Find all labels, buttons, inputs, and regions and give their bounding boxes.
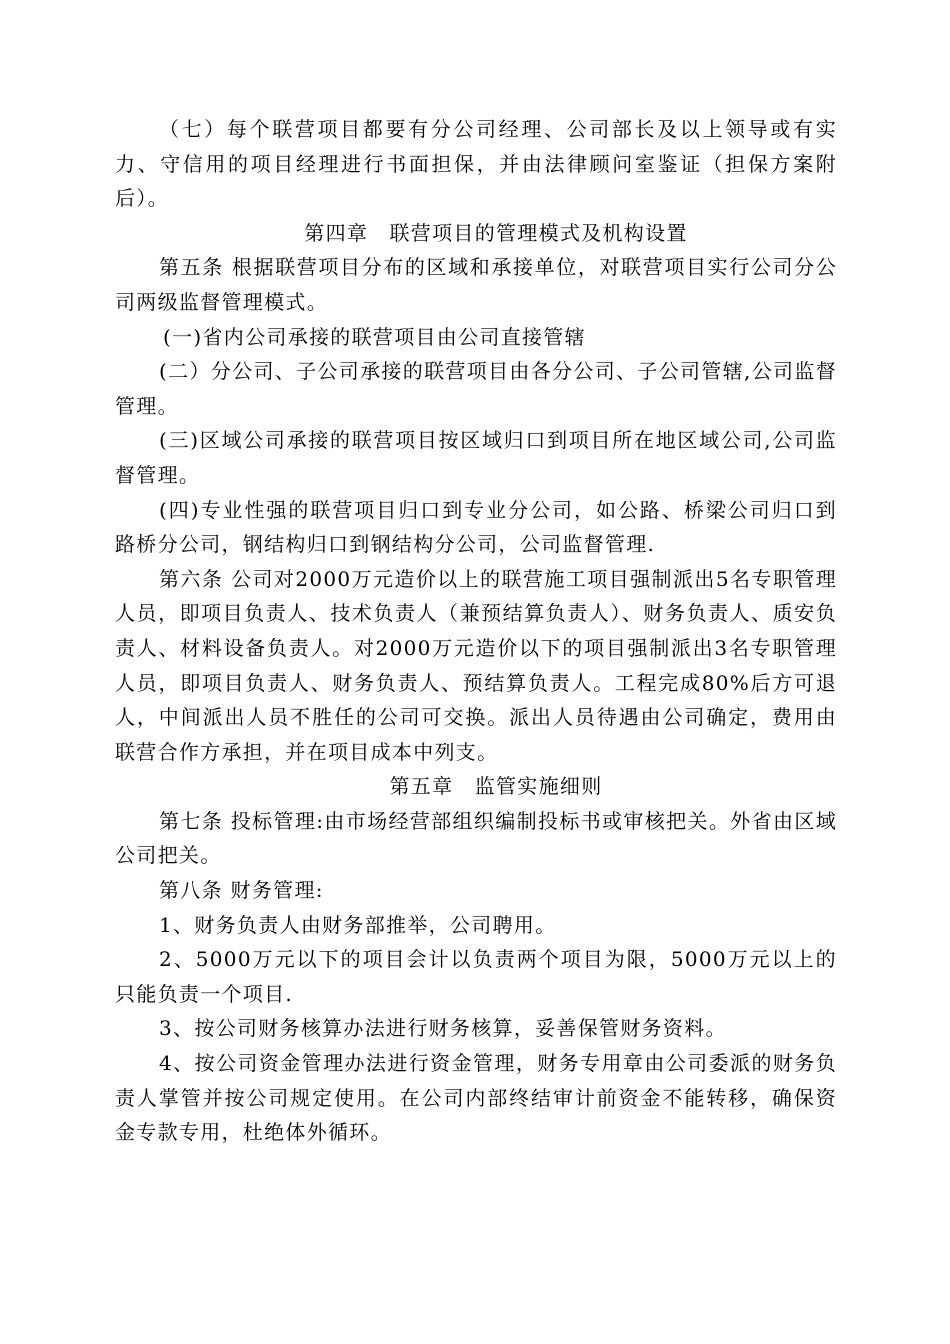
paragraph-finance-1: 1、财务负责人由财务部推举，公司聘用。 — [159, 912, 557, 937]
document-page — [115, 112, 837, 1150]
chapter-heading-5: 第五章 监管实施细则 — [389, 774, 603, 799]
paragraph-article-6: 第六条 公司对2000万元造价以上的联营施工项目强制派出5名专职管理人员，即项目负责人、技术负责人（兼预结算负责人）、财务负责人、质安负责人、材料设备负责人。对2000万元造价以下的项目强制派出3名专职管理人员，即项目负责人、财务负责人、预结算负责人。工程完成80%后方可退人，中间派出人员不胜任的公司可交换。派出人员待遇由公司确定，费用由联营合作方承担，并在项目成本中列支。 — [115, 566, 837, 764]
paragraph-finance-3: 3、按公司财务核算办法进行财务核算，妥善保管财务资料。 — [159, 1016, 727, 1041]
chapter-heading-4: 第四章 联营项目的管理模式及机构设置 — [304, 220, 688, 245]
paragraph-item-4: (四)专业性强的联营项目归口到专业分公司，如公路、桥梁公司归口到路桥分公司，钢结构归口到钢结构分公司，公司监督管理. — [115, 497, 837, 557]
paragraph-article-7: 第七条 投标管理:由市场经营部组织编制投标书或审核把关。外省由区域公司把关。 — [115, 808, 837, 868]
paragraph-guarantee: （七）每个联营项目都要有分公司经理、公司部长及以上领导或有实力、守信用的项目经理进行书面担保，并由法律顾问室鉴证（担保方案附后）。 — [115, 117, 837, 211]
paragraph-finance-4: 4、按公司资金管理办法进行资金管理，财务专用章由公司委派的财务负责人掌管并按公司规定使用。在公司内部终结审计前资金不能转移，确保资金专款专用，杜绝体外循环。 — [115, 1051, 837, 1145]
paragraph-item-1: (一)省内公司承接的联营项目由公司直接管辖 — [163, 324, 586, 349]
paragraph-finance-2: 2、5000万元以下的项目会计以负责两个项目为限，5000万元以上的只能负责一个项目. — [115, 947, 837, 1006]
paragraph-article-5: 第五条 根据联营项目分布的区域和承接单位，对联营项目实行公司分公司两级监督管理模式。 — [115, 255, 837, 314]
paragraph-item-3: (三)区域公司承接的联营项目按区域归口到项目所在地区域公司,公司监督管理。 — [115, 428, 837, 487]
paragraph-article-8: 第八条 财务管理: — [159, 878, 324, 903]
paragraph-item-2: (二）分公司、子公司承接的联营项目由各分公司、子公司管辖,公司监督管理。 — [115, 359, 837, 418]
